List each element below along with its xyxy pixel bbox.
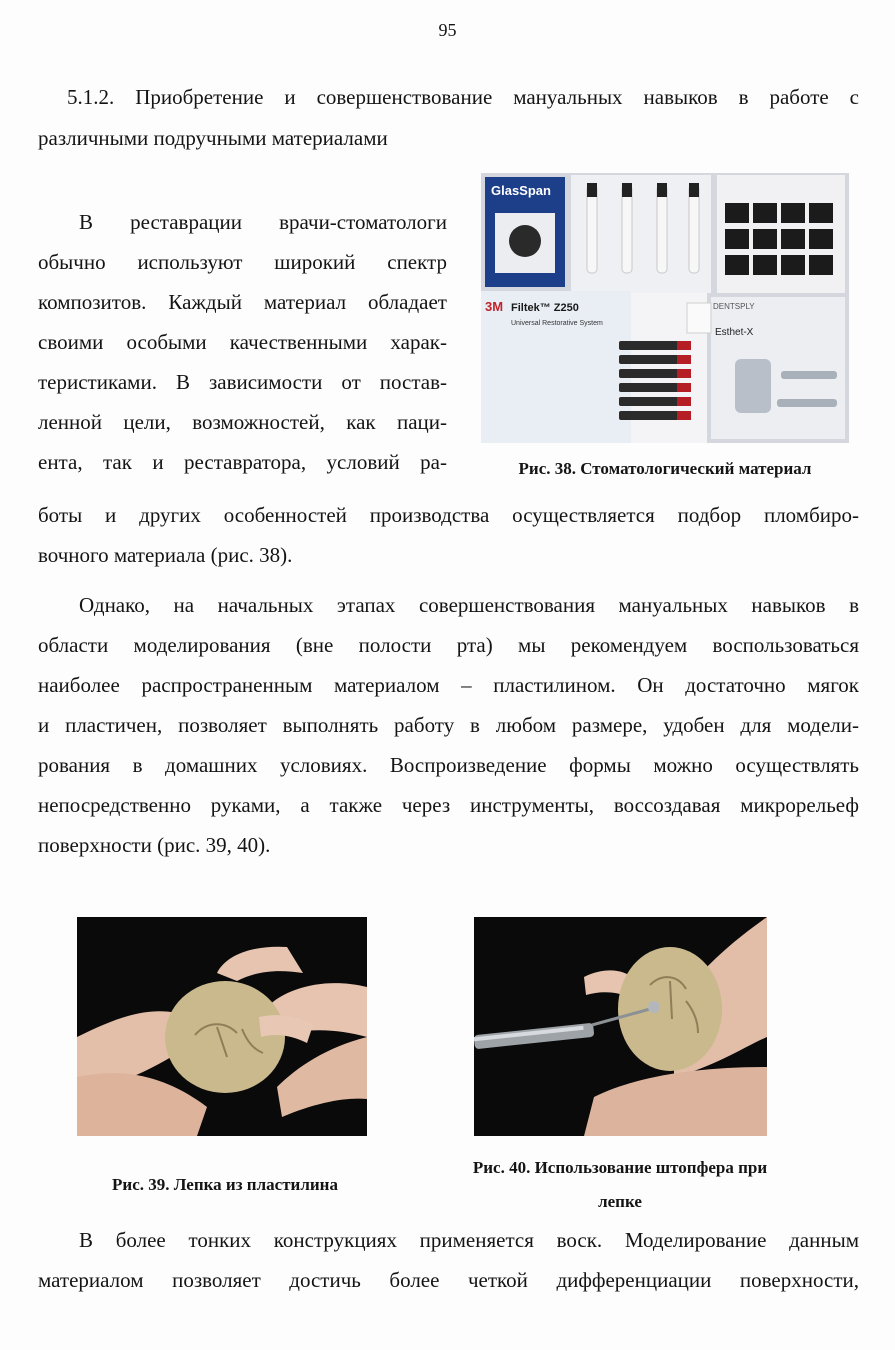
glasspan-label: GlasSpan bbox=[491, 183, 551, 198]
text-line: композитов. Каждый материал обладает bbox=[38, 290, 447, 314]
figure-38-photo bbox=[481, 173, 849, 443]
filtek-sublabel: Universal Restorative System bbox=[511, 320, 603, 327]
text-line: области моделирования (вне полости рта) мы рекомендуем воспользоваться bbox=[38, 633, 859, 657]
figure-40-caption-line: лепке bbox=[598, 1192, 642, 1211]
heading-line: 5.1.2. Приобретение и совершенствование мануальных навыков в работе с bbox=[67, 85, 859, 109]
text-line: своими особыми качественными харак- bbox=[38, 330, 447, 354]
figure-38-caption: Рис. 38. Стоматологический материал bbox=[518, 459, 812, 478]
text-line: поверхности (рис. 39, 40). bbox=[38, 833, 271, 857]
figure-40-caption bbox=[425, 1151, 815, 1219]
figure-39-caption: Рис. 39. Лепка из пластилина bbox=[112, 1175, 338, 1194]
text-line: непосредственно руками, а также через инструменты, воссоздавая микрорельеф bbox=[38, 793, 859, 817]
text-line: теристиками. В зависимости от постав- bbox=[38, 370, 447, 394]
3m-logo: 3M bbox=[485, 299, 504, 314]
heading-line: различными подручными материалами bbox=[38, 126, 388, 150]
text-line: вочного материала (рис. 38). bbox=[38, 543, 293, 567]
esthetx-label: Esthet-X bbox=[715, 327, 754, 338]
figure-39-photo bbox=[77, 917, 367, 1136]
text-line: наиболее распространенным материалом – пластилином. Он достаточно мягок bbox=[38, 673, 859, 697]
text-line: обычно используют широкий спектр bbox=[38, 250, 447, 274]
page-number: 95 bbox=[438, 20, 457, 40]
text-line: рования в домашних условиях. Воспроизведение формы можно осуществлять bbox=[38, 753, 859, 777]
text-line: В реставрации врачи-стоматологи bbox=[79, 210, 447, 234]
figure-40-caption-line: Рис. 40. Использование штопфера при bbox=[472, 1158, 768, 1177]
text-line: ента, так и реставратора, условий ра- bbox=[38, 450, 447, 474]
text-line: В более тонких конструкциях применяется воск. Моделирование данным bbox=[79, 1228, 859, 1252]
text-line: ленной цели, возможностей, как паци- bbox=[38, 410, 447, 434]
filtek-label: Filtek™ Z250 bbox=[511, 302, 579, 314]
text-line: боты и других особенностей производства осуществляется подбор пломбиро- bbox=[38, 503, 859, 527]
text-line: материалом позволяет достичь более четкой дифференциации поверхности, bbox=[38, 1268, 859, 1292]
dentsply-label: DENTSPLY bbox=[713, 302, 755, 311]
figure-40-photo bbox=[474, 917, 767, 1136]
text-line: Однако, на начальных этапах совершенствования мануальных навыков в bbox=[79, 593, 859, 617]
text-line: и пластичен, позволяет выполнять работу в любом размере, удобен для модели- bbox=[38, 713, 859, 737]
